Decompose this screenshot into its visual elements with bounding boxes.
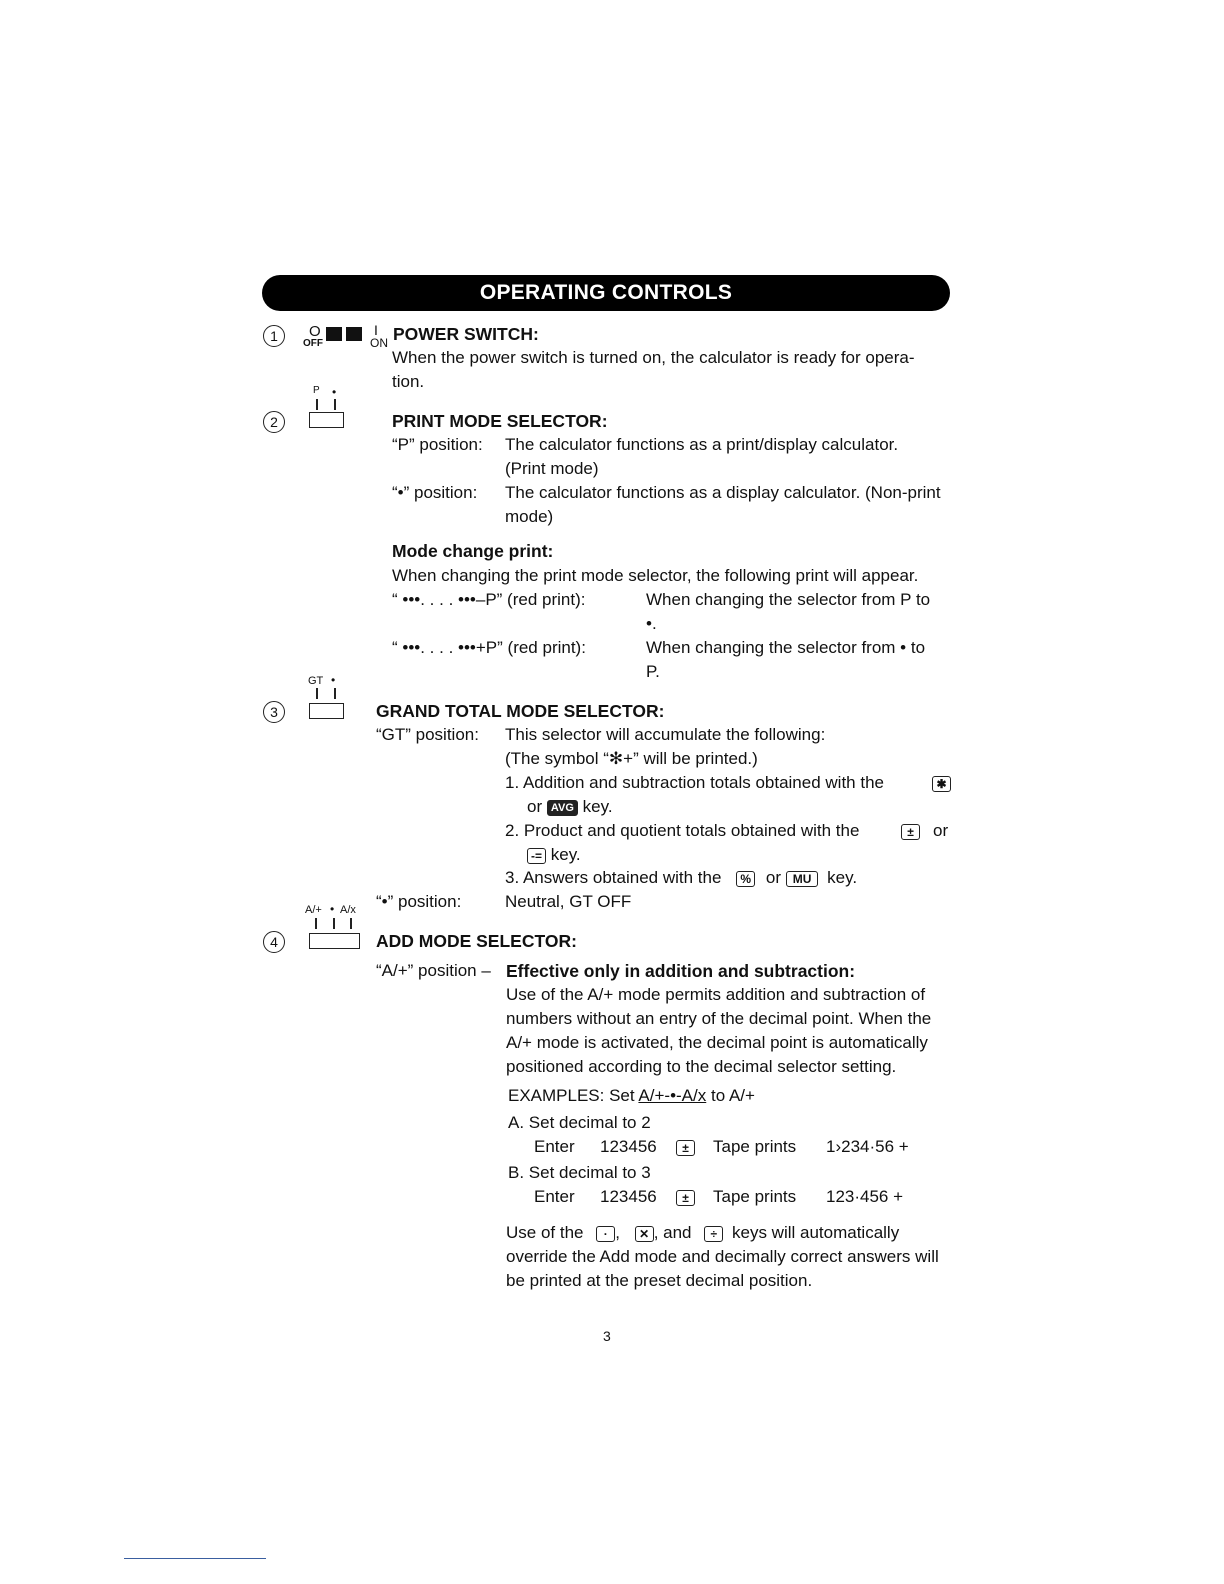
plus-minus-key-icon: ±: [901, 824, 920, 840]
add-mode-para: A/+ mode is activated, the decimal point is automatically: [506, 1033, 928, 1052]
gt-switch-label-dot: •: [331, 673, 336, 687]
print-switch-tick: [316, 399, 318, 410]
gt-item-2-or: or: [933, 821, 949, 840]
add-mode-title: ADD MODE SELECTOR:: [376, 931, 577, 951]
examples-setting: A/+-•-A/x: [638, 1086, 707, 1105]
example-b-title: B. Set decimal to 3: [508, 1163, 651, 1182]
power-switch-text-cont: tion.: [392, 372, 425, 391]
print-mode-title: PRINT MODE SELECTOR:: [392, 411, 608, 431]
example-a-title: A. Set decimal to 2: [508, 1113, 651, 1132]
add-switch-tick: [315, 918, 317, 929]
override-note-lead: Use of the: [506, 1223, 584, 1242]
examples-label: EXAMPLES: Set: [508, 1086, 635, 1105]
override-note-tail: keys will automatically: [731, 1223, 900, 1242]
example-b-tape-label: Tape prints: [713, 1187, 797, 1206]
print-mode-switch-icon: [309, 412, 344, 428]
gt-dot-position-label: “•” position:: [376, 892, 462, 911]
minus-equals-key-icon: -=: [527, 848, 546, 864]
example-a-value: 123456: [600, 1137, 657, 1156]
item-number-4: 4: [263, 931, 285, 953]
example-b-enter: Enter: [534, 1187, 575, 1206]
examples-target: to A/+: [710, 1086, 755, 1105]
gt-dot-position-text: Neutral, GT OFF: [505, 892, 632, 911]
mode-change-intro: When changing the print mode selector, the following print will appear.: [392, 566, 919, 585]
gt-switch-label-gt: GT: [308, 675, 324, 687]
p-position-label: “P” position:: [392, 435, 483, 454]
example-a-enter: Enter: [534, 1137, 575, 1156]
divide-key-icon: ÷: [704, 1226, 723, 1242]
minus-p-text: When changing the selector from P to: [646, 590, 931, 609]
override-note-cont: be printed at the preset decimal position.: [506, 1271, 813, 1290]
print-switch-tick: [334, 399, 336, 410]
mode-change-print-title: Mode change print:: [392, 541, 554, 561]
override-note-cont: override the Add mode and decimally correct answers will: [506, 1247, 939, 1266]
multiply-key-icon: ✕: [635, 1226, 654, 1242]
minus-p-text-cont: •.: [646, 614, 657, 633]
item-number-2: 2: [263, 411, 285, 433]
on-label: ON: [370, 336, 388, 350]
gt-switch-tick: [316, 688, 318, 699]
p-position-text: The calculator functions as a print/display calculator.: [505, 435, 899, 454]
page-number: 3: [603, 1328, 611, 1344]
on-symbol: I: [374, 322, 378, 338]
item-number-3: 3: [263, 701, 285, 723]
gt-symbol-note: (The symbol “✻+” will be printed.): [505, 749, 758, 768]
a-plus-position-label: “A/+” position –: [376, 961, 491, 980]
asterisk-key-icon: ✱: [932, 776, 951, 792]
power-switch-text: When the power switch is turned on, the calculator is ready for opera-: [392, 348, 915, 367]
gt-item-2-key-word: key.: [550, 845, 581, 864]
gt-item-3: [505, 868, 857, 888]
gt-item-3-key-word: key.: [827, 868, 858, 887]
gt-item-1-cont: [527, 797, 613, 817]
item-number-1: 1: [263, 325, 285, 347]
example-a-result: 1›234·56 +: [826, 1137, 909, 1156]
print-switch-label-p: P: [313, 385, 320, 396]
gt-position-text: This selector will accumulate the following:: [505, 725, 826, 744]
off-symbol: O: [309, 323, 321, 340]
add-switch-tick: [333, 918, 335, 929]
gt-item-3-text: 3. Answers obtained with the: [505, 868, 722, 887]
add-switch-label-dot: •: [330, 902, 335, 916]
add-switch-label-a-plus: A/+: [305, 904, 322, 916]
gt-item-2-cont: [527, 845, 581, 865]
mu-key-icon: MU: [786, 871, 819, 887]
print-switch-label-dot: •: [332, 385, 337, 399]
gt-item-1: 1. Addition and subtraction totals obtained with the: [505, 773, 884, 792]
grand-total-title: GRAND TOTAL MODE SELECTOR:: [376, 701, 665, 721]
plus-minus-key-icon: ±: [676, 1140, 695, 1156]
example-b-value: 123456: [600, 1187, 657, 1206]
a-plus-heading: Effective only in addition and subtraction:: [506, 961, 856, 981]
plus-p-text: When changing the selector from • to: [646, 638, 926, 657]
plus-p-pattern: “ •••. . . . •••+P” (red print):: [392, 638, 586, 657]
override-note-comma: ,: [615, 1223, 620, 1242]
add-mode-para: positioned according to the decimal selector setting.: [506, 1057, 897, 1076]
add-switch-tick: [350, 918, 352, 929]
gt-switch-tick: [334, 688, 336, 699]
footnote-rule: [124, 1558, 266, 1559]
examples-line: [508, 1086, 755, 1106]
off-label: OFF: [303, 338, 323, 349]
dot-position-text-cont: mode): [505, 507, 554, 526]
power-switch-on-block: [346, 327, 362, 341]
add-mode-switch-icon: [309, 933, 360, 949]
p-position-text-cont: (Print mode): [505, 459, 599, 478]
override-note: [506, 1223, 899, 1243]
power-switch-off-block: [326, 327, 342, 341]
power-switch-title: POWER SWITCH:: [393, 324, 539, 344]
example-a-tape-label: Tape prints: [713, 1137, 797, 1156]
add-mode-para: Use of the A/+ mode permits addition and subtraction of: [506, 985, 926, 1004]
percent-key-icon: %: [736, 871, 755, 887]
plus-p-text-cont: P.: [646, 662, 660, 681]
decimal-point-key-icon: ·: [596, 1226, 615, 1242]
dot-position-label: “•” position:: [392, 483, 478, 502]
override-note-and: , and: [653, 1223, 692, 1242]
gt-item-1-or: or: [527, 797, 543, 816]
example-b-result: 123·456 +: [826, 1187, 904, 1206]
avg-key-icon: AVG: [547, 800, 578, 816]
plus-minus-key-icon: ±: [676, 1190, 695, 1206]
add-switch-label-a-x: A/x: [340, 904, 356, 916]
gt-item-1-key-word: key.: [582, 797, 613, 816]
minus-p-pattern: “ •••. . . . •••–P” (red print):: [392, 590, 586, 609]
add-mode-para: numbers without an entry of the decimal point. When the: [506, 1009, 932, 1028]
gt-position-label: “GT” position:: [376, 725, 479, 744]
grand-total-switch-icon: [309, 703, 344, 719]
dot-position-text: The calculator functions as a display calculator. (Non-print: [505, 483, 941, 502]
section-banner: OPERATING CONTROLS: [262, 275, 950, 311]
gt-item-3-or: or: [765, 868, 782, 887]
gt-item-2: 2. Product and quotient totals obtained with the: [505, 821, 860, 840]
